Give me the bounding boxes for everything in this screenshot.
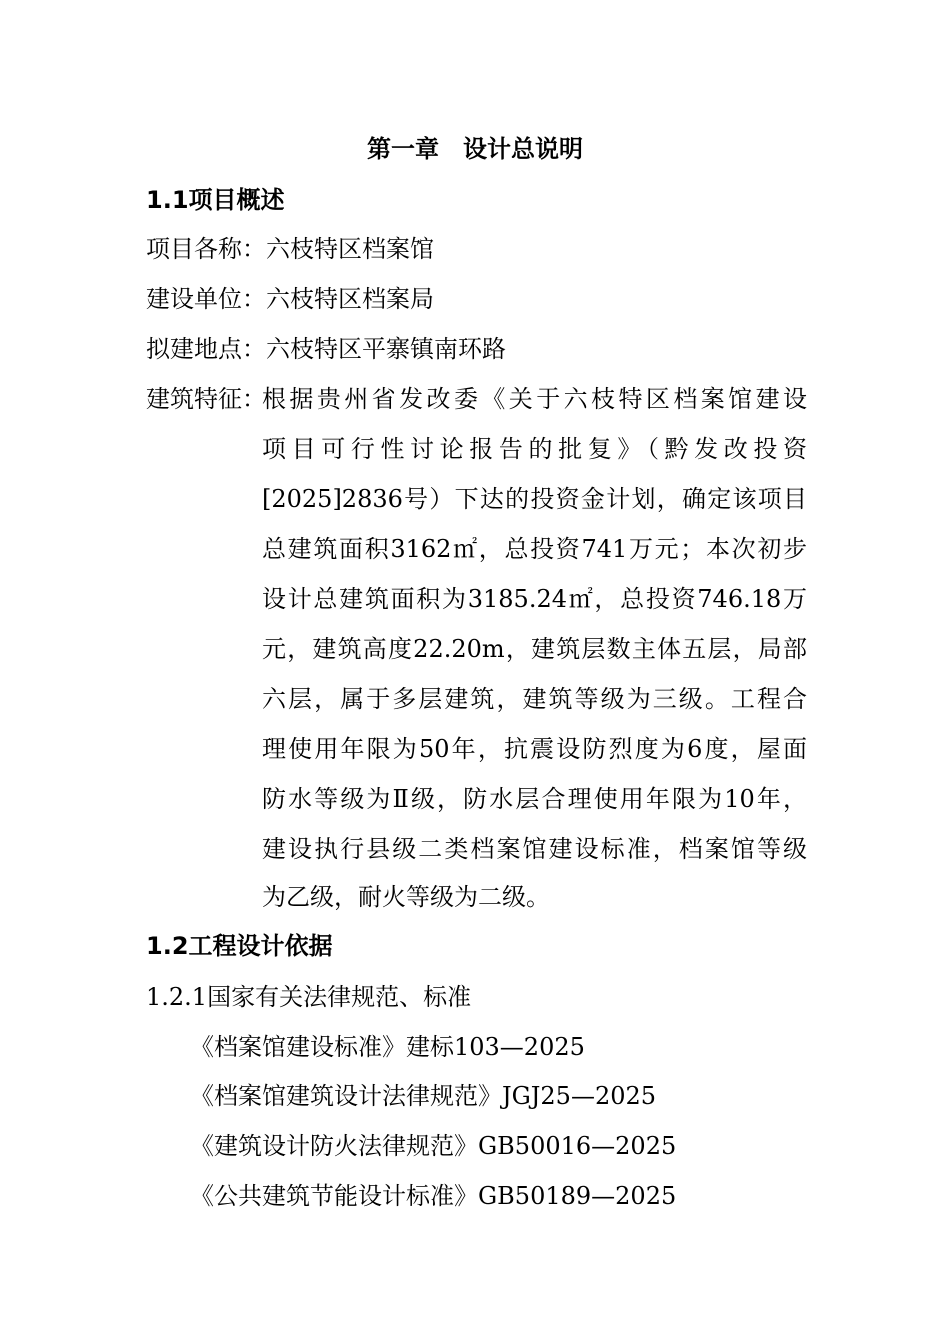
standard-item: 《建筑设计防火法律规范》GB50016—2025	[190, 1132, 677, 1160]
features-line: 理使用年限为50年，抗震设防烈度为6度，屋面	[262, 735, 807, 763]
features-line: 建设执行县级二类档案馆建设标准，档案馆等级	[262, 835, 807, 863]
standard-item: 《档案馆建设标准》建标103—2025	[190, 1033, 585, 1061]
features-line: [2025]2836号）下达的投资金计划，确定该项目	[262, 485, 807, 513]
features-line: 设计总建筑面积为3185.24㎡，总投资746.18万	[262, 585, 807, 613]
features-line: 项目可行性讨论报告的批复》（黔发改投资	[262, 435, 807, 463]
features-line: 六层，属于多层建筑，建筑等级为三级。工程合	[262, 685, 807, 713]
chapter-title: 第一章 设计总说明	[367, 135, 583, 163]
features-line: 总建筑面积3162㎡，总投资741万元；本次初步	[262, 535, 807, 563]
project-name-line: 项目各称：六枝特区档案馆	[146, 235, 434, 263]
features-line: 防水等级为Ⅱ级，防水层合理使用年限为10年，	[262, 785, 807, 813]
section-heading-1-1: 1.1项目概述	[146, 186, 285, 214]
features-label: 建筑特征：	[146, 385, 266, 413]
features-line: 根据贵州省发改委《关于六枝特区档案馆建设	[262, 385, 807, 413]
standard-item: 《档案馆建筑设计法律规范》JGJ25—2025	[190, 1082, 657, 1110]
builder-line: 建设单位：六枝特区档案局	[146, 285, 434, 313]
features-line: 元，建筑高度22.20m，建筑层数主体五层，局部	[262, 635, 807, 663]
standard-item: 《公共建筑节能设计标准》GB50189—2025	[190, 1182, 677, 1210]
section-heading-1-2: 1.2工程设计依据	[146, 932, 333, 960]
features-line: 为乙级，耐火等级为二级。	[262, 883, 550, 911]
location-line: 拟建地点：六枝特区平寨镇南环路	[146, 335, 506, 363]
subsection-heading-1-2-1: 1.2.1国家有关法律规范、标准	[146, 983, 472, 1011]
